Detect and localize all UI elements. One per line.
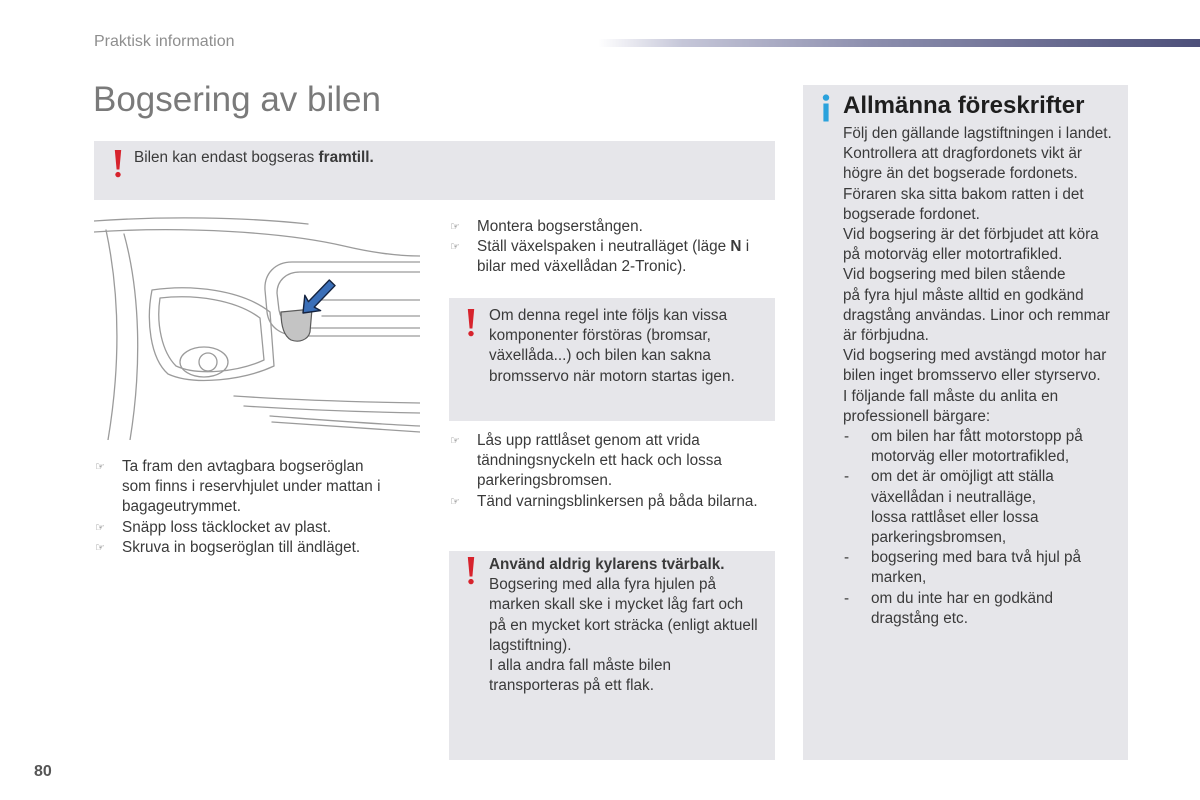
exclamation-icon	[113, 150, 123, 178]
info-line: på motorväg eller motortrafikled.	[843, 246, 1063, 264]
section-label: Praktisk information	[94, 33, 235, 50]
info-case-item	[843, 427, 1112, 467]
warning-front-only-text	[134, 148, 374, 168]
info-case-item	[843, 467, 1112, 548]
warning-line: växellåda...) och bilen kan sakna	[489, 347, 711, 365]
step-line: Montera bogserstången.	[477, 218, 643, 235]
page-title: Bogsering av bilen	[93, 80, 381, 119]
pointing-hand-icon	[450, 217, 460, 237]
info-line: I följande fall måste du anlita en	[843, 387, 1059, 405]
info-line: är förbjudna.	[843, 327, 929, 345]
exclamation-dot	[468, 331, 473, 336]
step-line: Ta fram den avtagbara bogseröglan	[122, 458, 364, 475]
case-line: motorväg eller motortrafikled,	[871, 448, 1070, 466]
info-line: Vid bogsering med avstängd motor har	[843, 347, 1107, 365]
info-line: Föraren ska sitta bakom ratten i det	[843, 185, 1084, 203]
warning-line: bromsservo när motorn startas igen.	[489, 367, 735, 385]
case-marker: -	[844, 589, 850, 607]
warning-radiator-text	[489, 555, 758, 696]
info-line: på fyra hjul måste alltid en godkänd	[843, 286, 1084, 304]
warning-line: Bogsering med alla fyra hjulen på	[489, 576, 717, 594]
fog-light-lens	[180, 347, 228, 377]
info-line: Vid bogsering är det förbjudet att köra	[843, 226, 1099, 244]
lower-skirt-line	[270, 416, 420, 426]
header-gradient-bar	[598, 39, 1200, 47]
step-item	[95, 457, 380, 518]
case-line: marken,	[871, 569, 927, 587]
air-intake-inner	[159, 297, 264, 372]
step-line: som finns i reservhjulet under mattan i	[122, 478, 381, 496]
info-case-item	[843, 548, 1112, 588]
hood-edge-line	[94, 218, 308, 224]
step-line: Skruva in bogseröglan till ändläget.	[122, 538, 361, 556]
case-line: växellådan i neutralläge,	[871, 488, 1036, 506]
pointing-hand-icon	[450, 237, 460, 257]
info-heading: Allmänna föreskrifter	[843, 92, 1085, 119]
info-line: Följ den gällande lagstiftningen i landet.	[843, 125, 1112, 142]
car-front-illustration	[94, 216, 420, 440]
page-number: 80	[34, 763, 52, 780]
lower-skirt-line	[272, 422, 420, 432]
exclamation-dot	[468, 579, 473, 584]
warning-line: Om denna regel inte följs kan vissa	[489, 307, 728, 324]
step-item	[450, 492, 758, 512]
fender-edge-line	[106, 230, 117, 440]
case-line: bogsering med bara två hjul på	[871, 549, 1082, 567]
step-item	[95, 518, 380, 538]
exclamation-bar	[468, 557, 474, 577]
case-marker: -	[844, 549, 850, 567]
info-line: bogserade fordonet.	[843, 205, 980, 223]
warning-text: Bilen kan endast bogseras	[134, 149, 315, 166]
pointing-hand-icon	[95, 538, 105, 558]
exclamation-bar	[115, 150, 121, 170]
case-marker: -	[844, 428, 850, 446]
warning-line: på en mycket kort sträcka (enligt aktuell	[489, 616, 758, 634]
info-line: högre än det bogserade fordonets.	[843, 165, 1078, 183]
steps-connect-list	[450, 217, 749, 278]
step-item	[450, 431, 758, 492]
warning-heading: Använd aldrig kylarens tvärbalk.	[489, 556, 725, 573]
case-line: om det är omöjligt att ställa	[871, 468, 1054, 486]
exclamation-icon	[466, 309, 476, 337]
exclamation-dot	[115, 172, 120, 177]
info-icon-stem	[823, 104, 828, 122]
case-line: dragstång etc.	[871, 609, 968, 627]
warning-line	[134, 148, 374, 168]
warning-line: komponenter förstöras (bromsar,	[489, 327, 711, 345]
warning-line: marken skall ske i mycket låg fart och	[489, 596, 744, 614]
warning-line: I alla andra fall måste bilen	[489, 657, 671, 675]
step-line	[477, 237, 749, 257]
step-line: Lås upp rattlåset genom att vrida	[477, 432, 700, 449]
info-case-item	[843, 589, 1112, 629]
step-line: bagageutrymmet.	[122, 498, 242, 516]
step-line: Tänd varningsblinkersen på båda bilarna.	[477, 492, 758, 510]
info-line: dragstång användas. Linor och remmar	[843, 306, 1110, 324]
warning-line: transporteras på ett flak.	[489, 677, 654, 695]
step-text: i	[745, 238, 750, 256]
step-item	[450, 217, 749, 237]
info-body	[843, 124, 1112, 629]
case-line: om du inte har en godkänd	[871, 589, 1053, 607]
pointing-hand-icon	[450, 492, 460, 512]
steps-release-list	[450, 431, 758, 512]
step-line: parkeringsbromsen.	[477, 472, 613, 490]
step-text: Ställ växelspaken i neutralläget (läge	[477, 238, 727, 256]
warning-emphasis: framtill.	[318, 149, 374, 166]
case-marker: -	[844, 468, 850, 486]
case-line: om bilen har fått motorstopp på	[871, 428, 1083, 446]
warning-rule-text	[489, 306, 735, 387]
warning-line: lagstiftning).	[489, 636, 572, 654]
step-line: tändningsnyckeln ett hack och lossa	[477, 452, 722, 470]
step-line: bilar med växellådan 2-Tronic).	[477, 258, 687, 276]
exclamation-icon	[466, 557, 476, 585]
step-item	[450, 237, 749, 277]
pointing-hand-icon	[450, 431, 460, 451]
pointing-hand-icon	[95, 518, 105, 538]
air-intake-outer	[149, 288, 274, 381]
info-line: bilen inget bromsservo eller styrservo.	[843, 367, 1101, 385]
info-line: Vid bogsering med bilen stående	[843, 266, 1066, 284]
lower-bumper-line	[244, 406, 420, 413]
info-line: Kontrollera att dragfordonets vikt är	[843, 145, 1082, 163]
step-line: Snäpp loss täcklocket av plast.	[122, 518, 332, 536]
steps-prepare-list	[95, 457, 380, 558]
bumper-crease-line	[94, 230, 420, 256]
info-icon	[820, 94, 832, 122]
info-icon-dot	[823, 94, 829, 100]
fog-light	[199, 353, 217, 371]
info-line: professionell bärgare:	[843, 407, 991, 425]
exclamation-bar	[468, 309, 474, 329]
case-line: parkeringsbromsen,	[871, 529, 1007, 547]
lower-bumper-line	[234, 396, 420, 403]
gear-position-key: N	[730, 238, 742, 256]
pointing-hand-icon	[95, 457, 105, 477]
step-item	[95, 538, 380, 558]
bumper-side-line	[124, 234, 138, 440]
case-line: lossa rattlåset eller lossa	[871, 508, 1039, 526]
tow-eye-cover	[281, 309, 312, 341]
